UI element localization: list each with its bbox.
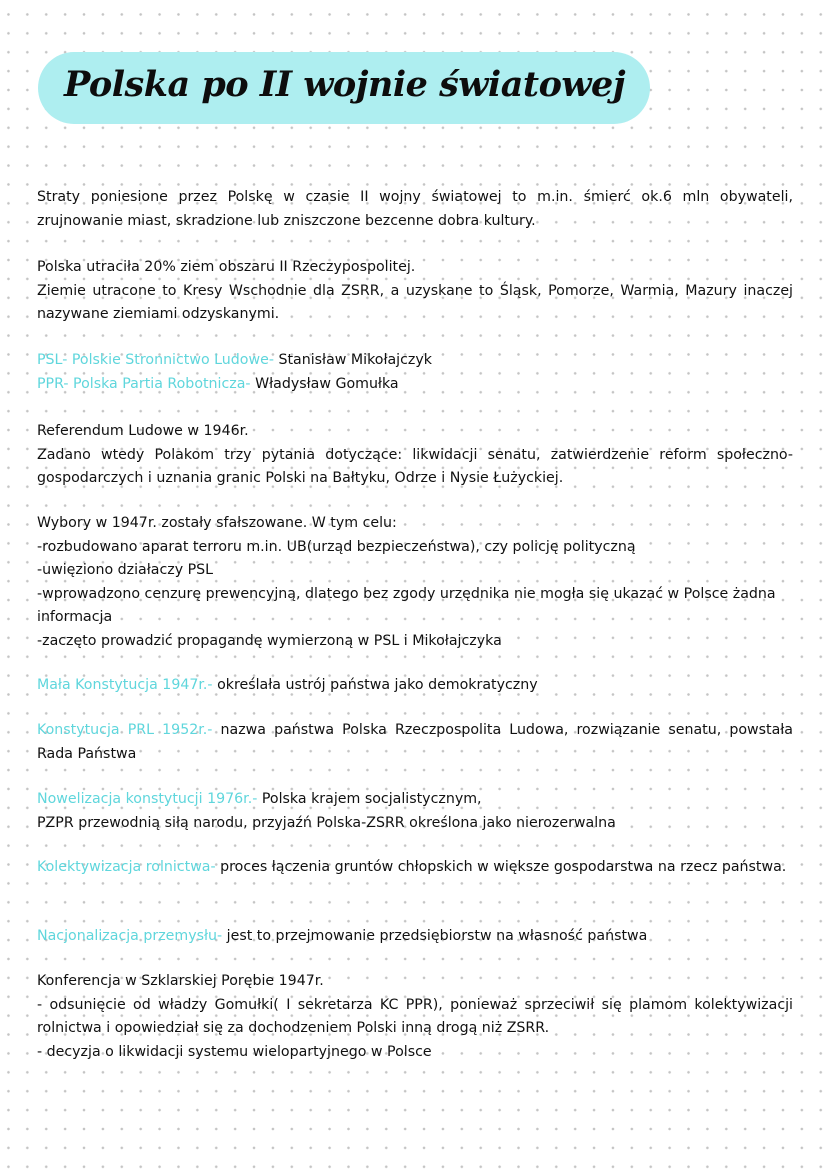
page-title: Polska po II wojnie światowej (64, 64, 625, 105)
conference-paragraph (37, 970, 793, 1064)
losses-paragraph (37, 186, 793, 233)
text: -rozbudowano aparat terroru m.in. UB(urząd bezpieczeństwa), czy policję polityczną (37, 538, 636, 555)
term: Nacjonalizacja przemysłu- (37, 928, 227, 944)
text: Wybory w 1947r. zostały sfałszowane. W tym celu: (37, 515, 397, 531)
text: Straty poniesione przez Polskę w czasie II wojny światowej to m.in. śmierć ok.6 mln obywateli, zrujnowanie miast, skradzione lub zniszczone bezcenne dobra kultury. (37, 189, 793, 229)
definition: określała ustrój państwa jako demokratyczny (217, 677, 538, 693)
territory-paragraph (37, 256, 793, 327)
elections-paragraph (37, 512, 793, 654)
definition-item (37, 856, 793, 880)
definition-item (37, 925, 793, 949)
term: Kolektywizacja rolnictwa- (37, 859, 221, 875)
text: -zaczęto prowadzić propagandę wymierzoną w PSL i Mikołajczyka (37, 632, 502, 649)
definition: Stanisław Mikołajczyk (278, 352, 432, 368)
parties-list (37, 349, 793, 396)
text: - decyzja o likwidacji systemu wielopartyjnego w Polsce (37, 1043, 432, 1060)
text: Referendum Ludowe w 1946r. (37, 423, 249, 439)
term: Mała Konstytucja 1947r.- (37, 677, 218, 693)
text: - odsunięcie od władzy Gomułki( I sekretarza KC PPR), ponieważ sprzeciwił się plamom kolektywizacji rolnictwa i opowiedział się za dochodzeniem Polski inną drogą niż ZSRR. (37, 996, 793, 1037)
definition: jest to przejmowanie przedsiębiorstw na własność państwa (226, 928, 648, 944)
referendum-paragraph (37, 420, 793, 491)
definition-item (37, 674, 793, 698)
term: Nowelizacja konstytucji 1976r.- (37, 791, 262, 807)
text: -uwięziono działaczy PSL (37, 562, 214, 579)
definition: Władysław Gomułka (255, 375, 399, 392)
text: -wprowadzono cenzurę prewencyjną, dlatego bez zgody urzędnika nie mogła się ukazać w Polsce żadna informacja (37, 585, 776, 626)
definition: proces łączenia gruntów chłopskich w większe gospodarstwa na rzecz państwa. (220, 859, 787, 875)
definition: PZPR przewodnią siłą narodu, przyjaźń Polska-ZSRR określona jako nierozerwalna (37, 814, 616, 831)
term: PSL- Polskie Stronnictwo Ludowe- (37, 352, 279, 368)
text: Zadano wtedy Polakom trzy pytania dotyczące: likwidacji senatu, zatwierdzenie reform społeczno-gospodarczych i uznania granic Polski na Bałtyku, Odrze i Nysie Łużyckiej. (37, 446, 793, 487)
text: Polska utraciła 20% ziem obszaru II Rzeczypospolitej. (37, 259, 416, 275)
definition: nazwa państwa Polska Rzeczpospolita Ludowa, rozwiązanie senatu, powstała Rada Państwa (37, 722, 793, 762)
text: Konferencja w Szklarskiej Porębie 1947r. (37, 973, 324, 989)
definition-item (37, 788, 793, 835)
term: PPR- Polska Partia Robotnicza- (37, 375, 256, 392)
term: Konstytucja PRL 1952r.- (37, 722, 221, 738)
definition: Polska krajem socjalistycznym, (261, 791, 482, 807)
text: Ziemie utracone to Kresy Wschodnie dla ZSRR, a uzyskane to Śląsk, Pomorze, Warmia, Mazury inaczej nazywane ziemiami odzyskanymi. (37, 282, 793, 323)
definition-item (37, 719, 793, 766)
